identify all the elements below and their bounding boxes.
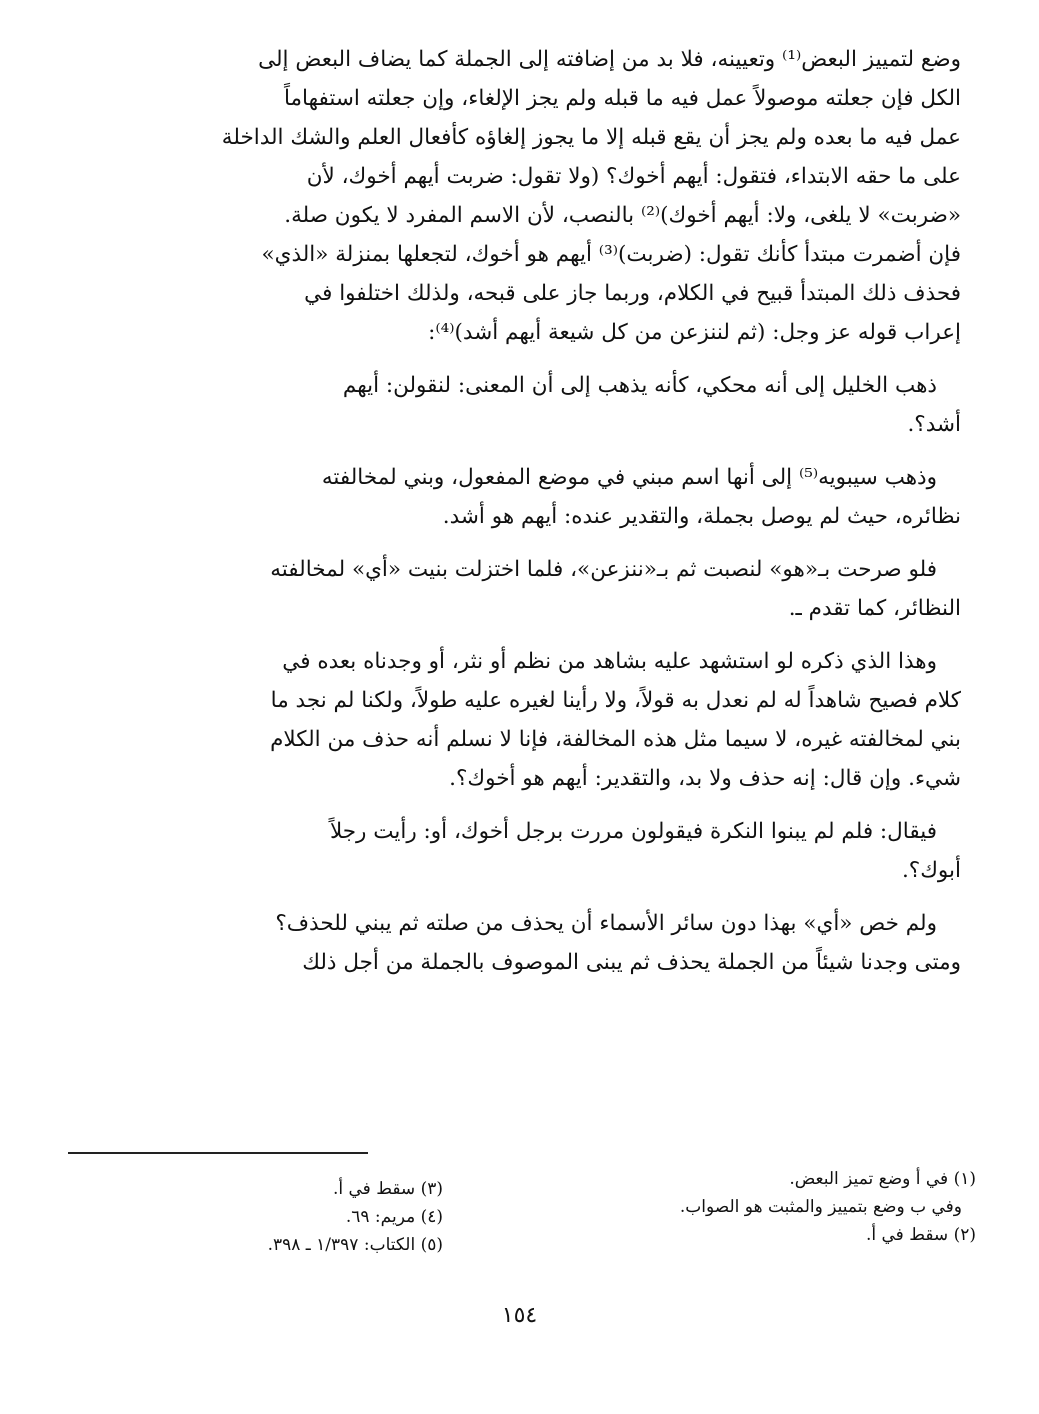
paragraph-2 bbox=[81, 366, 961, 444]
text-line: ذهب الخليل إلى أنه محكي، كأنه يذهب إلى أن المعنى: لنقولن: أيهم bbox=[342, 373, 937, 398]
footnote-5: (٥) الكتاب: ١/٣٩٧ ـ ٣٩٨. bbox=[267, 1235, 443, 1255]
text-line: النظائر، كما تقدم ـ. bbox=[788, 596, 961, 621]
text-line: الكل فإن جعلته موصولاً عمل فيه ما قبله ولم يجز الإلغاء، وإن جعلته استفهاماً bbox=[283, 86, 961, 111]
text-line: وذهب سيبويه⁽⁵⁾ إلى أنها اسم مبني في موضع المفعول، وبني لمخالفته bbox=[321, 465, 937, 490]
text-line: فلو صرحت بـ«هو» لنصبت ثم بـ«ننزعن»، فلما اختزلت بنيت «أي» لمخالفته bbox=[270, 557, 937, 582]
text-line: ومتى وجدنا شيئاً من الجملة يحذف ثم يبنى الموصوف بالجملة من أجل ذلك bbox=[302, 950, 961, 975]
main-text bbox=[81, 40, 961, 996]
paragraph-1 bbox=[81, 40, 961, 352]
footnote-2: (٢) سقط في أ. bbox=[865, 1225, 976, 1245]
text-line: وضع لتمييز البعض⁽¹⁾ وتعيينه، فلا بد من إضافته إلى الجملة كما يضاف البعض إلى bbox=[258, 47, 961, 72]
page-number: ١٥٤ bbox=[501, 1303, 538, 1328]
text-line: أشد؟. bbox=[907, 412, 961, 437]
footnote-3: (٣) سقط في أ. bbox=[332, 1179, 443, 1199]
footnote-separator bbox=[68, 1152, 368, 1154]
text-line: ولم خص «أي» بهذا دون سائر الأسماء أن يحذف من صلته ثم يبني للحذف؟ bbox=[275, 911, 937, 936]
text-line: أبوك؟. bbox=[901, 858, 961, 883]
text-line: نظائره، حيث لم يوصل بجملة، والتقدير عنده: أيهم هو أشد. bbox=[442, 504, 961, 529]
footnote-1-continued: وفي ب وضع بتمييز والمثبت هو الصواب. bbox=[679, 1197, 962, 1217]
paragraph-5 bbox=[81, 642, 961, 798]
text-line: إعراب قوله عز وجل: (ثم لننزعن من كل شيعة أيهم أشد)⁽⁴⁾: bbox=[428, 320, 961, 345]
text-line: فيقال: فلم لم يبنوا النكرة فيقولون مررت برجل أخوك، أو: رأيت رجلاً bbox=[329, 819, 937, 844]
text-line: كلام فصيح شاهداً له لم نعدل به قولاً، ولا رأينا لغيره عليه طولاً، ولكنا لم نجد ما bbox=[270, 688, 961, 713]
text-line: وهذا الذي ذكره لو استشهد عليه بشاهد من نظم أو نثر، أو وجدناه بعده في bbox=[282, 649, 937, 674]
footnote-1: (١) في أ وضع تميز البعض. bbox=[789, 1169, 976, 1189]
text-line: على ما حقه الابتداء، فتقول: أيهم أخوك؟ (ولا تقول: ضربت أيهم أخوك، لأن bbox=[306, 164, 961, 189]
text-line: فحذف ذلك المبتدأ قبيح في الكلام، وربما جاز على قبحه، ولذلك اختلفوا في bbox=[304, 281, 961, 306]
text-line: بني لمخالفته غيره، لا سيما مثل هذه المخالفة، فإنا لا نسلم أنه حذف من الكلام bbox=[270, 727, 961, 752]
text-line: شيء. وإن قال: إنه حذف ولا بد، والتقدير: أيهم هو أخوك؟. bbox=[449, 766, 961, 791]
paragraph-7 bbox=[81, 904, 961, 982]
paragraph-6 bbox=[81, 812, 961, 890]
paragraph-3 bbox=[81, 458, 961, 536]
footnotes-right-column bbox=[456, 1165, 976, 1249]
text-line: فإن أضمرت مبتدأ كأنك تقول: (ضربت)⁽³⁾ أيهم هو أخوك، لتجعلها بمنزلة «الذي» bbox=[261, 242, 961, 267]
footnotes-left-column bbox=[113, 1175, 443, 1259]
paragraph-4 bbox=[81, 550, 961, 628]
text-line: عمل فيه ما بعده ولم يجز أن يقع قبله إلا ما يجوز إلغاؤه كأفعال العلم والشك الداخلة bbox=[221, 125, 961, 150]
text-line: «ضربت» لا يلغى، ولا: أيهم أخوك)⁽²⁾ بالنصب، لأن الاسم المفرد لا يكون صلة. bbox=[284, 203, 961, 228]
footnote-4: (٤) مريم: ٦٩. bbox=[345, 1207, 443, 1227]
